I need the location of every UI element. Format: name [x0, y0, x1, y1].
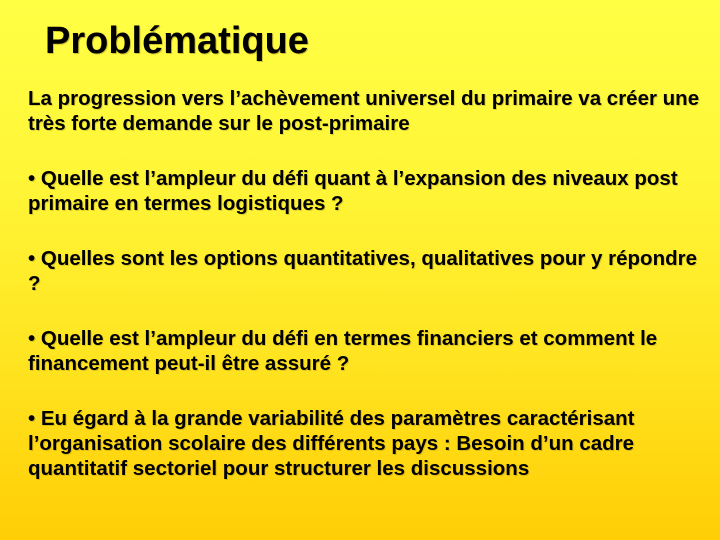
slide-title: Problématique	[45, 20, 309, 62]
bullet-framework: • Eu égard à la grande variabilité des paramètres caractérisant l’organisation scolaire des différents pays : Besoin d’un cadre quantitatif sectoriel pour structurer les discussions	[28, 407, 635, 480]
slide-body	[28, 86, 712, 481]
intro-paragraph: La progression vers l’achèvement universel du primaire va créer une très forte demande sur le post-primaire	[28, 87, 700, 135]
bullet-options: • Quelles sont les options quantitatives, qualitatives pour y répondre ?	[28, 247, 698, 295]
bullet-logistics: • Quelle est l’ampleur du défi quant à l’expansion des niveaux post primaire en termes logistiques ?	[28, 167, 678, 215]
bullet-financing: • Quelle est l’ampleur du défi en termes financiers et comment le financement peut-il être assuré ?	[28, 327, 658, 375]
